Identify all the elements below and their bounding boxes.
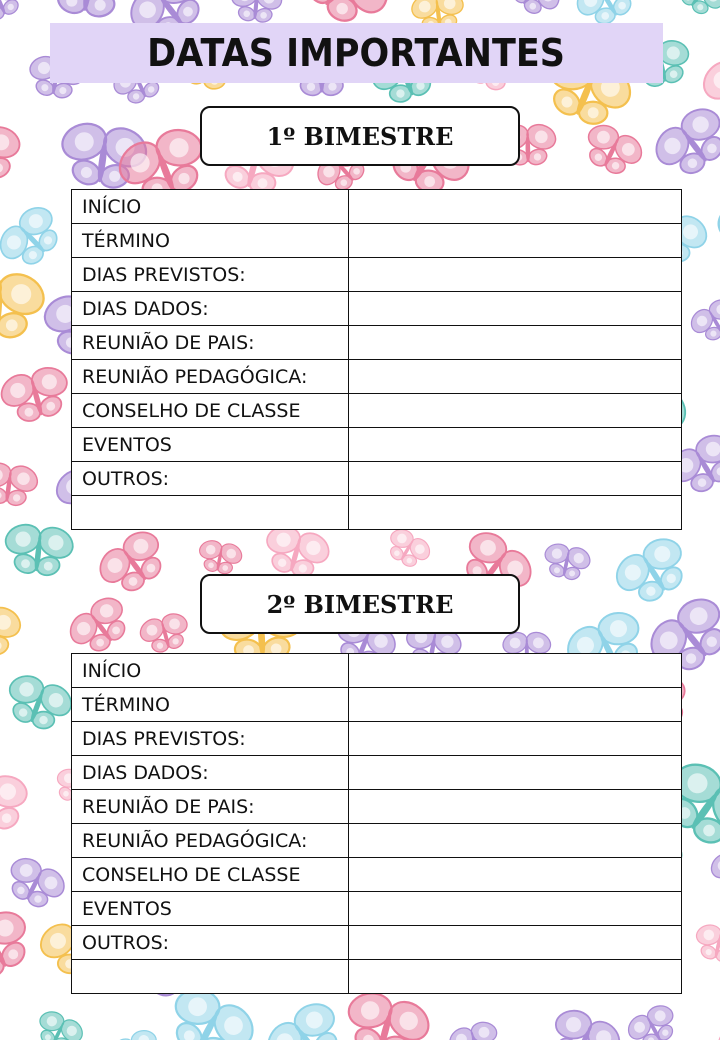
butterfly-icon bbox=[537, 537, 596, 585]
date-field[interactable] bbox=[349, 394, 682, 428]
butterfly-icon bbox=[0, 194, 74, 281]
table-row bbox=[72, 654, 682, 688]
row-label: CONSELHO DE CLASSE bbox=[72, 394, 349, 428]
butterfly-icon bbox=[252, 987, 358, 1040]
row-label: DIAS PREVISTOS: bbox=[72, 258, 349, 292]
butterfly-icon bbox=[688, 918, 720, 968]
table-row bbox=[72, 190, 682, 224]
table-row bbox=[72, 756, 682, 790]
table-row bbox=[72, 960, 682, 994]
butterfly-icon bbox=[36, 0, 142, 25]
table-row bbox=[72, 892, 682, 926]
butterfly-icon bbox=[0, 456, 44, 511]
butterfly-icon bbox=[703, 837, 720, 897]
butterfly-icon bbox=[133, 606, 196, 659]
row-label: EVENTOS bbox=[72, 892, 349, 926]
row-label: DIAS DADOS: bbox=[72, 756, 349, 790]
butterfly-icon bbox=[0, 357, 80, 431]
row-label: REUNIÃO DE PAIS: bbox=[72, 326, 349, 360]
dates-table-2 bbox=[71, 653, 682, 994]
butterfly-icon bbox=[0, 119, 28, 185]
butterfly-icon bbox=[86, 518, 179, 607]
date-field[interactable] bbox=[349, 688, 682, 722]
date-field[interactable] bbox=[349, 190, 682, 224]
butterfly-icon bbox=[0, 600, 26, 659]
section-label-2 bbox=[200, 574, 520, 634]
butterfly-icon bbox=[714, 507, 720, 579]
butterfly-icon bbox=[619, 996, 687, 1040]
table-row bbox=[72, 926, 682, 960]
table-row bbox=[72, 722, 682, 756]
butterfly-icon bbox=[641, 93, 720, 191]
date-field[interactable] bbox=[349, 360, 682, 394]
date-field[interactable] bbox=[349, 258, 682, 292]
butterfly-icon bbox=[193, 535, 248, 579]
table-row bbox=[72, 462, 682, 496]
butterfly-icon bbox=[710, 359, 720, 427]
row-label: REUNIÃO PEDAGÓGICA: bbox=[72, 824, 349, 858]
date-field[interactable] bbox=[349, 858, 682, 892]
date-field[interactable] bbox=[349, 224, 682, 258]
table-row bbox=[72, 394, 682, 428]
date-field[interactable] bbox=[349, 326, 682, 360]
row-label: OUTROS: bbox=[72, 462, 349, 496]
butterfly-icon bbox=[0, 261, 52, 344]
row-label: REUNIÃO DE PAIS: bbox=[72, 790, 349, 824]
butterfly-icon bbox=[0, 517, 80, 582]
butterfly-icon bbox=[103, 1021, 169, 1040]
row-label: REUNIÃO PEDAGÓGICA: bbox=[72, 360, 349, 394]
butterfly-icon bbox=[0, 896, 46, 993]
date-field[interactable] bbox=[349, 824, 682, 858]
butterfly-icon bbox=[711, 1014, 720, 1040]
row-label: CONSELHO DE CLASSE bbox=[72, 858, 349, 892]
butterfly-icon bbox=[0, 0, 32, 29]
butterfly-icon bbox=[668, 0, 720, 25]
date-field[interactable] bbox=[349, 722, 682, 756]
section-label-1 bbox=[200, 106, 520, 166]
date-field[interactable] bbox=[349, 654, 682, 688]
butterfly-icon bbox=[539, 997, 632, 1040]
row-label[interactable] bbox=[72, 496, 349, 530]
date-field[interactable] bbox=[349, 756, 682, 790]
row-label: TÉRMINO bbox=[72, 224, 349, 258]
table-row bbox=[72, 428, 682, 462]
table-row bbox=[72, 496, 682, 530]
date-field[interactable] bbox=[349, 892, 682, 926]
table-row bbox=[72, 360, 682, 394]
table-row bbox=[72, 824, 682, 858]
butterfly-icon bbox=[682, 290, 720, 351]
title-banner bbox=[50, 23, 663, 83]
butterfly-icon bbox=[0, 766, 38, 840]
date-field[interactable] bbox=[349, 496, 682, 530]
butterfly-icon bbox=[28, 1003, 91, 1040]
dates-table-1 bbox=[71, 189, 682, 530]
table-row bbox=[72, 790, 682, 824]
butterfly-icon bbox=[0, 664, 82, 740]
row-label: INÍCIO bbox=[72, 654, 349, 688]
section-title-2: 2º BIMESTRE bbox=[266, 589, 454, 619]
page-title: DATAS IMPORTANTES bbox=[147, 31, 566, 75]
table-row bbox=[72, 224, 682, 258]
butterfly-icon bbox=[442, 1014, 507, 1040]
butterfly-icon bbox=[573, 114, 652, 185]
date-field[interactable] bbox=[349, 292, 682, 326]
row-label: DIAS PREVISTOS: bbox=[72, 722, 349, 756]
row-label: TÉRMINO bbox=[72, 688, 349, 722]
section-title-1: 1º BIMESTRE bbox=[266, 121, 454, 151]
date-field[interactable] bbox=[349, 428, 682, 462]
butterfly-icon bbox=[0, 847, 75, 919]
date-field[interactable] bbox=[349, 790, 682, 824]
table-row bbox=[72, 858, 682, 892]
row-label: INÍCIO bbox=[72, 190, 349, 224]
row-label: DIAS DADOS: bbox=[72, 292, 349, 326]
row-label: EVENTOS bbox=[72, 428, 349, 462]
date-field[interactable] bbox=[349, 926, 682, 960]
date-field[interactable] bbox=[349, 960, 682, 994]
date-field[interactable] bbox=[349, 462, 682, 496]
table-row bbox=[72, 688, 682, 722]
row-label[interactable] bbox=[72, 960, 349, 994]
table-row bbox=[72, 292, 682, 326]
table-row bbox=[72, 258, 682, 292]
table-row bbox=[72, 326, 682, 360]
row-label: OUTROS: bbox=[72, 926, 349, 960]
